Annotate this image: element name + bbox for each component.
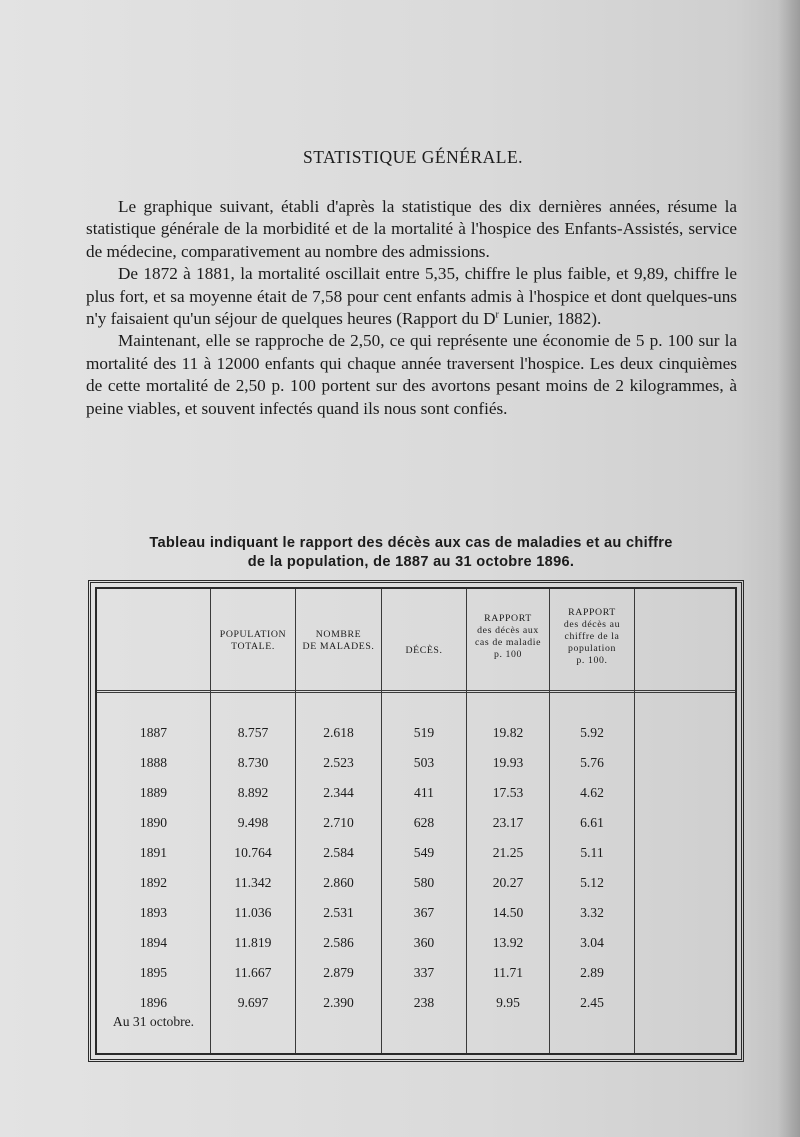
table-cell-deces: 519 bbox=[413, 725, 435, 740]
table-cell-year: 1891 bbox=[139, 845, 168, 860]
table-cell-year: 1889 bbox=[139, 785, 168, 800]
table-cell-rapport-maladie: 14.50 bbox=[492, 905, 524, 920]
paragraph-2-end: Lunier, 1882). bbox=[498, 309, 602, 329]
header-population-line: TOTALE. bbox=[231, 641, 275, 652]
paragraph-2-text: De 1872 à 1881, la mortalité oscillait entre 5,35, chiffre le plus faible, et 9,89, chiffre le plus fort, et sa moyenne était de 7,58 pour cent enfants admis à l'hospice et dont quelques-uns n'y faisaient qu'un séjour de quelques heures (Rapport du D bbox=[86, 264, 737, 329]
header-rapport-population bbox=[550, 607, 634, 667]
table-cell-rapport-maladie: 9.95 bbox=[496, 995, 520, 1010]
table-cell-rapport-maladie: 21.25 bbox=[492, 845, 524, 860]
header-rapport-maladie-line: p. 100 bbox=[493, 649, 523, 660]
table-cell-rapport-maladie: 11.71 bbox=[492, 965, 524, 980]
table-cell-malades: 2.344 bbox=[323, 785, 354, 800]
table-cell-population: 11.819 bbox=[234, 935, 272, 950]
body-text bbox=[86, 196, 737, 420]
table-cell-population: 8.757 bbox=[237, 725, 269, 740]
caption-line-1: Tableau indiquant le rapport des décès aux cas de maladies et au chiffre bbox=[149, 535, 673, 551]
table-cell-rapport-maladie: 19.93 bbox=[492, 755, 524, 770]
paragraph-2 bbox=[86, 263, 737, 330]
header-rapport-population-line: population bbox=[568, 643, 616, 654]
table-cell-year-note: Au 31 octobre. bbox=[112, 1014, 195, 1029]
header-population-line: POPULATION bbox=[219, 629, 287, 640]
header-malades-line: NOMBRE bbox=[315, 629, 362, 640]
table-cell-population: 9.697 bbox=[237, 995, 269, 1010]
table-cell-rapport-maladie: 19.82 bbox=[492, 725, 524, 740]
header-rapport-maladie-line: RAPPORT bbox=[484, 613, 532, 624]
table-cell-deces: 337 bbox=[413, 965, 435, 980]
table-cell-rapport-population: 5.12 bbox=[580, 875, 604, 890]
table-cell-deces: 411 bbox=[414, 785, 434, 800]
table-cell-year: 1887 bbox=[139, 725, 168, 740]
table-cell-year: 1890 bbox=[139, 815, 168, 830]
table-cell-deces: 503 bbox=[413, 755, 435, 770]
page-heading: STATISTIQUE GÉNÉRALE. bbox=[302, 147, 524, 167]
table-cell-population: 8.730 bbox=[237, 755, 269, 770]
column-divider bbox=[634, 589, 635, 1053]
table-cell-deces: 580 bbox=[413, 875, 435, 890]
header-rapport-population-line: chiffre de la bbox=[564, 631, 620, 642]
header-rapport-maladie bbox=[467, 613, 549, 661]
header-rapport-maladie-line: des décès aux bbox=[477, 625, 539, 636]
table-cell-rapport-maladie: 13.92 bbox=[492, 935, 524, 950]
table-cell-rapport-maladie: 20.27 bbox=[492, 875, 524, 890]
table-cell-malades: 2.860 bbox=[323, 875, 354, 890]
table-inner-frame bbox=[95, 587, 737, 1055]
table-cell-population: 11.667 bbox=[234, 965, 272, 980]
table-cell-rapport-population: 5.92 bbox=[580, 725, 604, 740]
table-cell-year: 1896 bbox=[139, 995, 168, 1010]
header-rapport-population-line: RAPPORT bbox=[568, 607, 616, 618]
header-malades bbox=[296, 629, 381, 653]
table-cell-rapport-maladie: 23.17 bbox=[492, 815, 524, 830]
table-cell-malades: 2.879 bbox=[323, 965, 354, 980]
table-cell-rapport-maladie: 17.53 bbox=[492, 785, 524, 800]
table-cell-malades: 2.710 bbox=[323, 815, 354, 830]
table-cell-population: 10.764 bbox=[234, 845, 272, 860]
table-cell-deces: 360 bbox=[413, 935, 435, 950]
table-cell-year: 1895 bbox=[139, 965, 168, 980]
caption-line-2: de la population, de 1887 au 31 octobre 1896. bbox=[247, 554, 575, 570]
table-cell-rapport-population: 3.32 bbox=[580, 905, 604, 920]
header-rule bbox=[97, 690, 735, 693]
table-cell-malades: 2.584 bbox=[323, 845, 354, 860]
table-cell-rapport-population: 2.89 bbox=[580, 965, 604, 980]
paragraph-1: Le graphique suivant, établi d'après la statistique des dix dernières années, résume la statistique générale de la morbidité et de la mortalité à l'hospice des Enfants-Assistés, service de médecine, comparativement au nombre des admissions. bbox=[86, 197, 737, 261]
table-cell-rapport-population: 2.45 bbox=[580, 995, 604, 1010]
table-cell-year: 1894 bbox=[139, 935, 168, 950]
table-caption bbox=[96, 534, 726, 572]
table-cell-rapport-population: 5.11 bbox=[580, 845, 604, 860]
table-cell-year: 1888 bbox=[139, 755, 168, 770]
table-cell-population: 8.892 bbox=[237, 785, 269, 800]
table-cell-deces: 628 bbox=[413, 815, 435, 830]
table-cell-rapport-population: 4.62 bbox=[580, 785, 604, 800]
header-deces: DÉCÈS. bbox=[405, 645, 443, 656]
paragraph-3: Maintenant, elle se rapproche de 2,50, ce qui représente une économie de 5 p. 100 sur la mortalité des 11 à 12000 enfants qui chaque année traversent l'hospice. Les deux cinquièmes de cette mortalité de 2,50 p. 100 portent sur des avortons pesant moins de 2 kilogrammes, à peine viables, et souvent infectés quand ils nous sont confiés. bbox=[86, 331, 737, 418]
table-cell-malades: 2.531 bbox=[323, 905, 354, 920]
table-cell-deces: 549 bbox=[413, 845, 435, 860]
table-cell-population: 11.342 bbox=[234, 875, 272, 890]
table-cell-rapport-population: 6.61 bbox=[580, 815, 604, 830]
header-rapport-population-line: p. 100. bbox=[576, 655, 608, 666]
header-population bbox=[211, 629, 295, 653]
table-cell-malades: 2.586 bbox=[323, 935, 354, 950]
header-malades-line: DE MALADES. bbox=[302, 641, 375, 652]
header-rapport-population-line: des décès au bbox=[563, 619, 621, 630]
table-cell-population: 11.036 bbox=[234, 905, 272, 920]
table-cell-malades: 2.523 bbox=[323, 755, 354, 770]
table-cell-rapport-population: 5.76 bbox=[580, 755, 604, 770]
statistics-table bbox=[88, 580, 744, 1062]
table-cell-rapport-population: 3.04 bbox=[580, 935, 604, 950]
table-cell-year: 1892 bbox=[139, 875, 168, 890]
header-rapport-maladie-line: cas de maladie bbox=[474, 637, 542, 648]
table-cell-year: 1893 bbox=[139, 905, 168, 920]
table-cell-malades: 2.618 bbox=[323, 725, 354, 740]
table-cell-population: 9.498 bbox=[237, 815, 269, 830]
table-cell-deces: 367 bbox=[413, 905, 435, 920]
paragraph-2-superscript: r bbox=[495, 309, 499, 321]
page-edge-shadow bbox=[778, 0, 800, 1137]
table-cell-malades: 2.390 bbox=[323, 995, 354, 1010]
table-cell-deces: 238 bbox=[413, 995, 435, 1010]
